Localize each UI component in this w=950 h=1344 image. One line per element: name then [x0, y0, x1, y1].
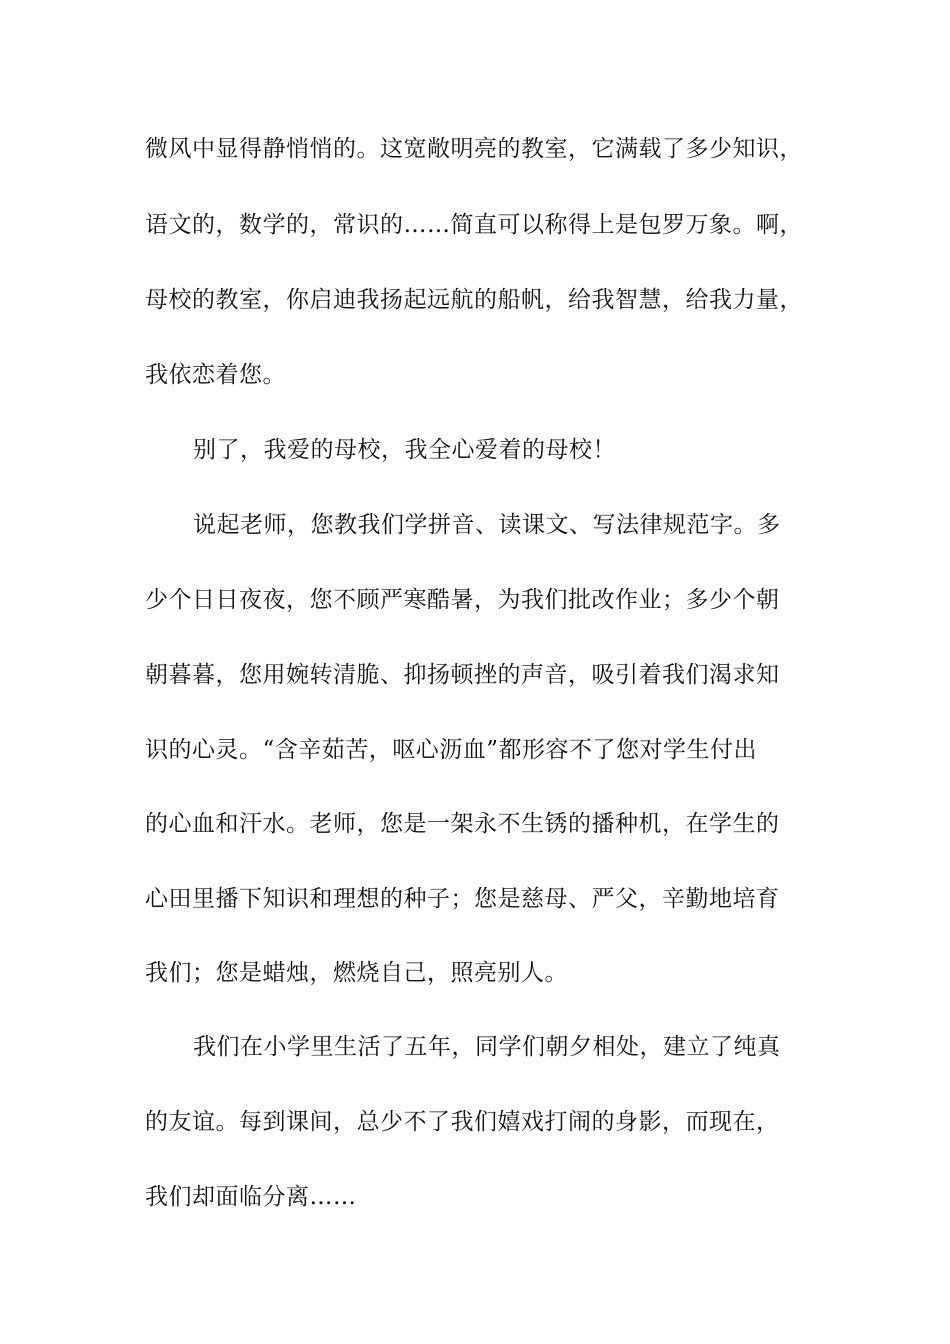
text-line: 识的心灵。“含辛茹苦，呕心沥血”都形容不了您对学生付出 — [145, 737, 758, 763]
text-line: 我们却面临分离…… — [145, 1184, 357, 1210]
text-line: 微风中显得静悄悄的。这宽敞明亮的教室，它满载了多少知识， — [145, 136, 803, 162]
text-line: 母校的教室，你启迪我扬起远航的船帆，给我智慧，给我力量， — [145, 287, 803, 313]
text-line: 我们；您是蜡烛，燃烧自己，照亮别人。 — [145, 960, 568, 986]
text-line: 的心血和汗水。老师，您是一架永不生锈的播种机，在学生的 — [145, 811, 780, 837]
text-line: 的友谊。每到课间，总少不了我们嬉戏打闹的身影，而现在， — [145, 1109, 780, 1135]
text-line: 朝暮暮，您用婉转清脆、抑扬顿挫的声音，吸引着我们渴求知 — [145, 662, 780, 688]
text-line: 心田里播下知识和理想的种子；您是慈母、严父，辛勤地培育 — [145, 886, 780, 912]
text-line: 语文的，数学的，常识的……简直可以称得上是包罗万象。啊， — [145, 212, 803, 238]
paragraph-first-line: 说起老师，您教我们学拼音、读课文、写法律规范字。多 — [193, 512, 781, 538]
paragraph-first-line: 我们在小学里生活了五年，同学们朝夕相处，建立了纯真 — [193, 1034, 781, 1060]
text-line: 我依恋着您。 — [145, 362, 286, 388]
text-line: 少个日日夜夜，您不顾严寒酷暑，为我们批改作业；多少个朝 — [145, 587, 780, 613]
paragraph-first-line: 别了，我爱的母校，我全心爱着的母校！ — [193, 437, 616, 463]
